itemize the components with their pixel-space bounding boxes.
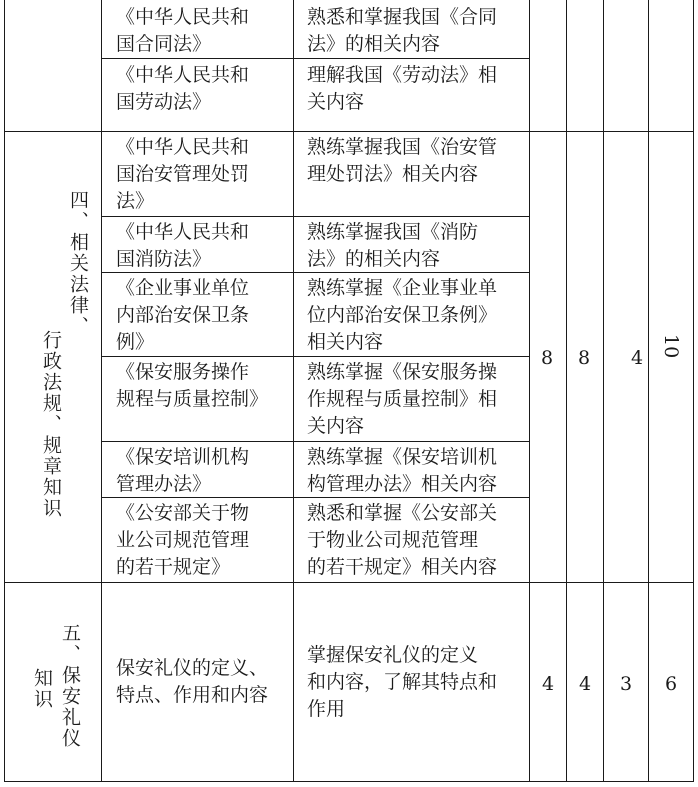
row-course-cell: 《中华人民共和 国劳动法》 — [116, 64, 250, 113]
row-divider — [101, 441, 529, 442]
section-4-course-cell: 《保安服务操作 规程与质量控制》 — [116, 361, 269, 410]
column-divider — [101, 0, 102, 782]
section-4-course-cell: 《公安部关于物 业公司规范管理 的若干规定》 — [116, 502, 250, 578]
section-4-requirement-cell: 熟练掌握我国《治安管 理处罚法》相关内容 — [307, 136, 498, 185]
section-4-title-part2: 行政法规、规章知识 — [40, 330, 62, 519]
section-5-hours-total: 6 — [664, 673, 678, 695]
section-4-course-cell: 《中华人民共和 国消防法》 — [116, 221, 250, 270]
section-5-course-cell: 保安礼仪的定义、 特点、作用和内容 — [116, 657, 269, 706]
section-4-requirement-cell: 熟悉和掌握《公安部关 于物业公司规范管理 的若干规定》相关内容 — [307, 502, 498, 578]
row-requirement-cell: 熟悉和掌握我国《合同 法》的相关内容 — [307, 6, 498, 55]
section-4-hours-total: 10 — [660, 334, 682, 359]
section-5-title-part1: 五、保安礼仪 — [59, 623, 81, 749]
section-divider — [4, 131, 694, 132]
section-divider — [4, 582, 694, 583]
column-divider — [566, 0, 567, 782]
section-5-requirement-cell: 掌握保安礼仪的定义 和内容，了解其特点和 作用 — [307, 644, 498, 720]
section-4-title-part1: 四、相关法律、 — [67, 190, 89, 337]
section-5-hours-1: 4 — [541, 673, 555, 695]
section-4-course-cell: 《中华人民共和 国治安管理处罚 法》 — [116, 136, 250, 212]
column-divider — [293, 0, 294, 782]
table-bottom-border — [4, 781, 694, 782]
section-4-hours-3: 4 — [630, 347, 644, 369]
section-4-hours-1: 8 — [540, 347, 554, 369]
row-divider — [101, 58, 529, 59]
column-divider — [648, 0, 649, 782]
section-4-course-cell: 《保安培训机构 管理办法》 — [116, 446, 250, 495]
section-4-requirement-cell: 熟练掌握《企业事业单 位内部治安保卫条例》 相关内容 — [307, 277, 498, 353]
table-right-border — [693, 0, 694, 782]
column-divider — [603, 0, 604, 782]
section-4-hours-2: 8 — [577, 347, 591, 369]
column-divider — [529, 0, 530, 782]
table-left-border — [4, 0, 5, 782]
section-4-course-cell: 《企业事业单位 内部治安保卫条 例》 — [116, 277, 250, 353]
section-4-requirement-cell: 熟练掌握《保安培训机 构管理办法》相关内容 — [307, 446, 498, 495]
section-4-requirement-cell: 熟练掌握我国《消防 法》的相关内容 — [307, 221, 479, 270]
section-5-title-part2: 知识 — [31, 668, 53, 710]
section-5-hours-2: 4 — [578, 673, 592, 695]
row-requirement-cell: 理解我国《劳动法》相 关内容 — [307, 64, 498, 113]
row-divider — [101, 216, 529, 217]
section-5-hours-3: 3 — [619, 673, 633, 695]
row-divider — [101, 356, 529, 357]
row-course-cell: 《中华人民共和 国合同法》 — [116, 6, 250, 55]
section-4-requirement-cell: 熟练掌握《保安服务操 作规程与质量控制》相 关内容 — [307, 361, 498, 437]
